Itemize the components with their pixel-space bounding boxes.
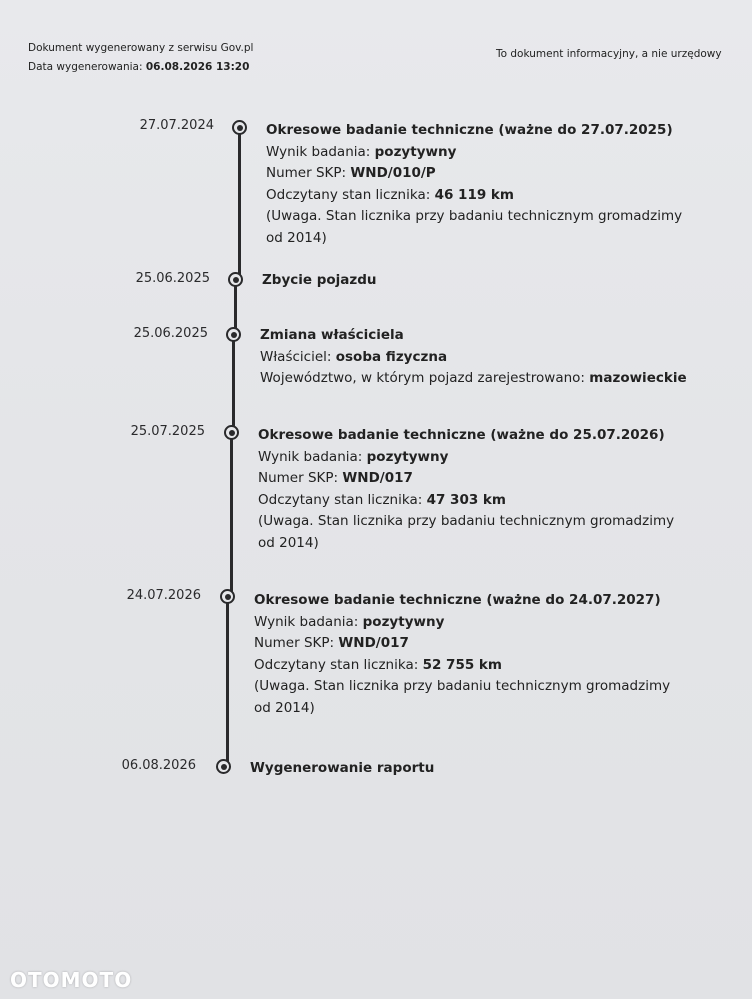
event-title: Okresowe badanie techniczne (ważne do 25.07.2026) (258, 427, 665, 443)
odometer-line (258, 490, 688, 512)
event-details (258, 425, 688, 554)
event-details (254, 590, 684, 719)
generated-label: Data wygenerowania: (28, 61, 143, 73)
odometer-value: 46 119 km (434, 186, 514, 203)
odometer-note: (Uwaga. Stan licznika przy badaniu technicznym gromadzimy od 2014) (254, 678, 671, 716)
event-title: Okresowe badanie techniczne (ważne do 24.07.2027) (254, 592, 661, 608)
event-details (266, 120, 696, 249)
timeline-line-4 (230, 432, 233, 596)
timeline-marker-icon (232, 120, 247, 135)
odometer-label: Odczytany stan licznika: (258, 491, 423, 508)
region-line (260, 368, 720, 390)
skp-line (266, 163, 696, 185)
skp-label: Numer SKP: (258, 470, 339, 486)
odometer-note: (Uwaga. Stan licznika przy badaniu technicznym gromadzimy od 2014) (258, 513, 675, 551)
result-line (258, 447, 688, 469)
event-date: 24.07.2026 (126, 588, 201, 603)
timeline-line-5 (226, 596, 229, 766)
timeline-marker-icon (226, 327, 241, 342)
region-label: Województwo, w którym pojazd zarejestrowano: (260, 370, 585, 386)
skp-label: Numer SKP: (266, 165, 347, 181)
event-details (260, 325, 720, 390)
timeline-marker-icon (216, 759, 231, 774)
odometer-value: 47 303 km (426, 491, 506, 508)
odometer-value: 52 755 km (422, 656, 502, 673)
odometer-line (266, 185, 696, 207)
owner-line (260, 347, 720, 369)
skp-value: WND/017 (342, 470, 413, 486)
event-date: 06.08.2026 (121, 758, 196, 773)
generated-value: 06.08.2026 13:20 (145, 61, 250, 73)
source-note: Dokument wygenerowany z serwisu Gov.pl (28, 42, 254, 54)
timeline-marker-icon (224, 425, 239, 440)
skp-label: Numer SKP: (254, 635, 335, 651)
timeline-marker-icon (220, 589, 235, 604)
result-label: Wynik badania: (258, 448, 363, 465)
odometer-label: Odczytany stan licznika: (266, 186, 431, 203)
timeline-line-1 (238, 128, 241, 278)
event-title: Wygenerowanie raportu (250, 760, 435, 776)
event-date: 25.06.2025 (135, 271, 210, 286)
owner-value: osoba fizyczna (335, 348, 448, 365)
generated-date (28, 61, 249, 73)
event-title: Okresowe badanie techniczne (ważne do 27.07.2025) (266, 122, 673, 138)
event-details (262, 270, 692, 292)
event-date: 25.06.2025 (133, 326, 208, 341)
otomoto-watermark-logo: OTOMOTO (10, 968, 133, 992)
result-value: pozytywny (374, 143, 457, 160)
region-value: mazowieckie (589, 370, 687, 386)
disclaimer: To dokument informacyjny, a nie urzędowy (496, 48, 722, 60)
skp-line (258, 468, 688, 490)
event-date: 27.07.2024 (139, 118, 214, 133)
event-details (250, 758, 680, 780)
result-line (266, 142, 696, 164)
owner-label: Właściciel: (260, 348, 332, 365)
odometer-line (254, 655, 684, 677)
skp-value: WND/017 (338, 635, 409, 651)
odometer-label: Odczytany stan licznika: (254, 656, 419, 673)
event-title: Zmiana właściciela (260, 327, 404, 343)
event-date: 25.07.2025 (130, 424, 205, 439)
odometer-note: (Uwaga. Stan licznika przy badaniu technicznym gromadzimy od 2014) (266, 208, 683, 246)
skp-line (254, 633, 684, 655)
result-label: Wynik badania: (266, 143, 371, 160)
timeline-line-3 (232, 334, 235, 432)
result-label: Wynik badania: (254, 613, 359, 630)
result-value: pozytywny (366, 448, 449, 465)
result-value: pozytywny (362, 613, 445, 630)
event-title: Zbycie pojazdu (262, 272, 377, 288)
skp-value: WND/010/P (350, 165, 436, 181)
result-line (254, 612, 684, 634)
timeline-marker-icon (228, 272, 243, 287)
